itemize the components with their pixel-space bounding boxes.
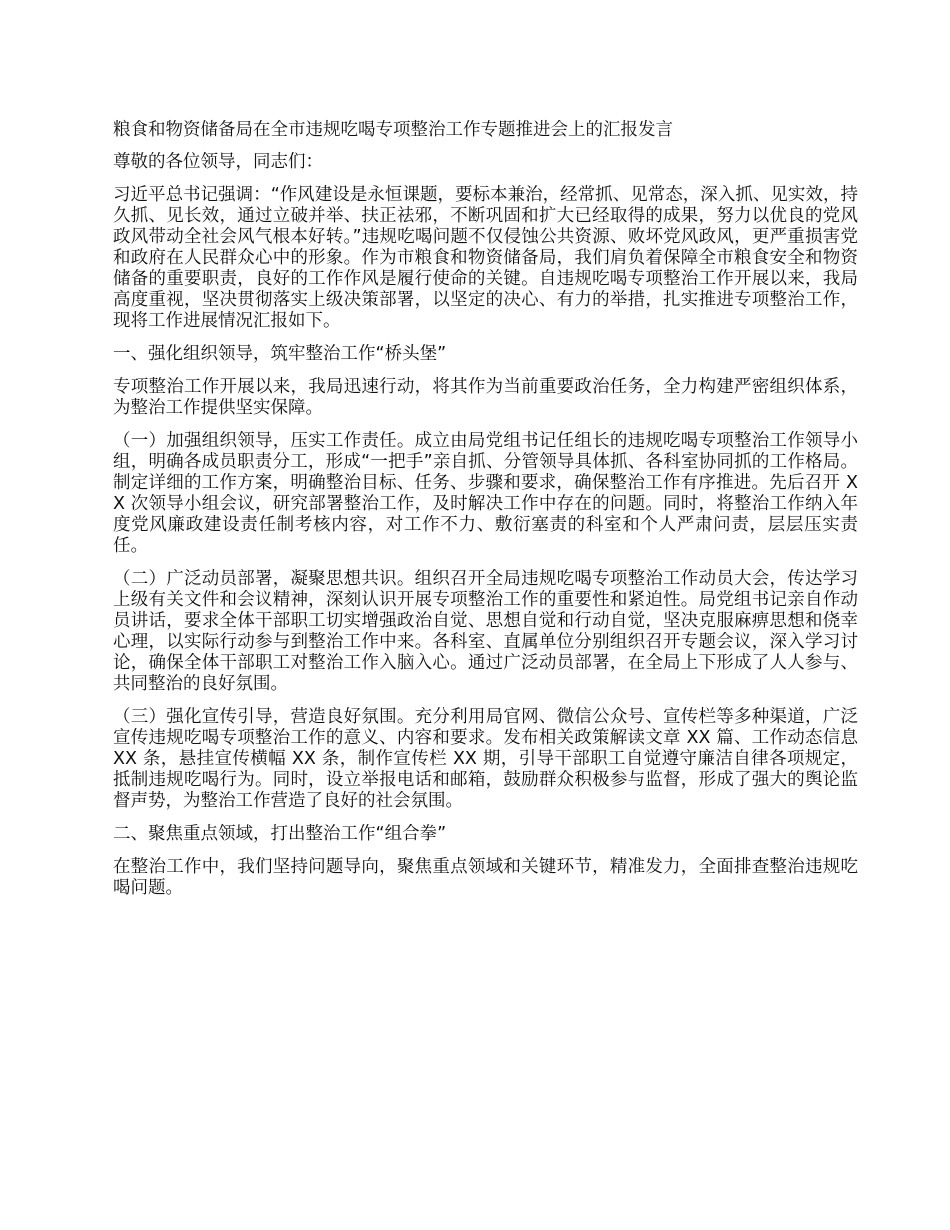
section-1-heading: 一、强化组织领导，筑牢整治工作“桥头堡” (113, 344, 447, 364)
section-2-heading: 二、聚焦重点领域，打出整治工作“组合拳” (113, 824, 447, 844)
section-1-item-3: （三）强化宣传引导，营造良好氛围。充分利用局官网、微信公众号、宣传栏等多种渠道，广泛宣传违规吃喝专项整治工作的意义、内容和要求。发布相关政策解读文章 XX 篇、工作动态信息 XX 条，悬挂宣传横幅 XX 条，制作宣传栏 XX 期，引导干部职工自觉遵守廉洁自律各项规定，抵制违规吃喝行为。同时，设立举报电话和邮箱，鼓励群众积极参与监督，形成了强大的舆论监督声势，为整治工作营造了良好的社会氛围。 (113, 707, 858, 811)
intro-paragraph: 习近平总书记强调：“作风建设是永恒课题，要标本兼治，经常抓、见常态，深入抓、见实效，持久抓、见长效，通过立破并举、扶正祛邪，不断巩固和扩大已经取得的成果，努力以优良的党风政风带动全社会风气根本好转。”违规吃喝问题不仅侵蚀公共资源、败坏党风政风，更严重损害党和政府在人民群众心中的形象。作为市粮食和物资储备局，我们肩负着保障全市粮食安全和物资储备的重要职责，良好的工作作风是履行使命的关键。自违规吃喝专项整治工作开展以来，我局高度重视，坚决贯彻落实上级决策部署，以坚定的决心、有力的举措，扎实推进专项整治工作，现将工作进展情况汇报如下。 (113, 185, 858, 331)
document-page (113, 120, 858, 911)
section-1-intro: 专项整治工作开展以来，我局迅速行动，将其作为当前重要政治任务，全力构建严密组织体系，为整治工作提供坚实保障。 (113, 377, 858, 418)
greeting: 尊敬的各位领导，同志们： (113, 152, 323, 172)
section-1-item-2: （二）广泛动员部署，凝聚思想共识。组织召开全局违规吃喝专项整治工作动员大会，传达学习上级有关文件和会议精神，深刻认识开展专项整治工作的重要性和紧迫性。局党组书记亲自作动员讲话，要求全体干部职工切实增强政治自觉、思想自觉和行动自觉，坚决克服麻痹思想和侥幸心理，以实际行动参与到整治工作中来。各科室、直属单位分别组织召开专题会议，深入学习讨论，确保全体干部职工对整治工作入脑入心。通过广泛动员部署，在全局上下形成了人人参与、共同整治的良好氛围。 (113, 569, 858, 694)
document-title: 粮食和物资储备局在全市违规吃喝专项整治工作专题推进会上的汇报发言 (113, 120, 673, 140)
section-1-item-1: （一）加强组织领导，压实工作责任。成立由局党组书记任组长的违规吃喝专项整治工作领导小组，明确各成员职责分工，形成“一把手”亲自抓、分管领导具体抓、各科室协同抓的工作格局。制定详细的工作方案，明确整治目标、任务、步骤和要求，确保整治工作有序推进。先后召开 XX 次领导小组会议，研究部署整治工作，及时解决工作中存在的问题。同时，将整治工作纳入年度党风廉政建设责任制考核内容，对工作不力、敷衍塞责的科室和个人严肃问责，层层压实责任。 (113, 431, 858, 556)
section-2-intro: 在整治工作中，我们坚持问题导向，聚焦重点领域和关键环节，精准发力，全面排查整治违规吃喝问题。 (113, 857, 858, 898)
